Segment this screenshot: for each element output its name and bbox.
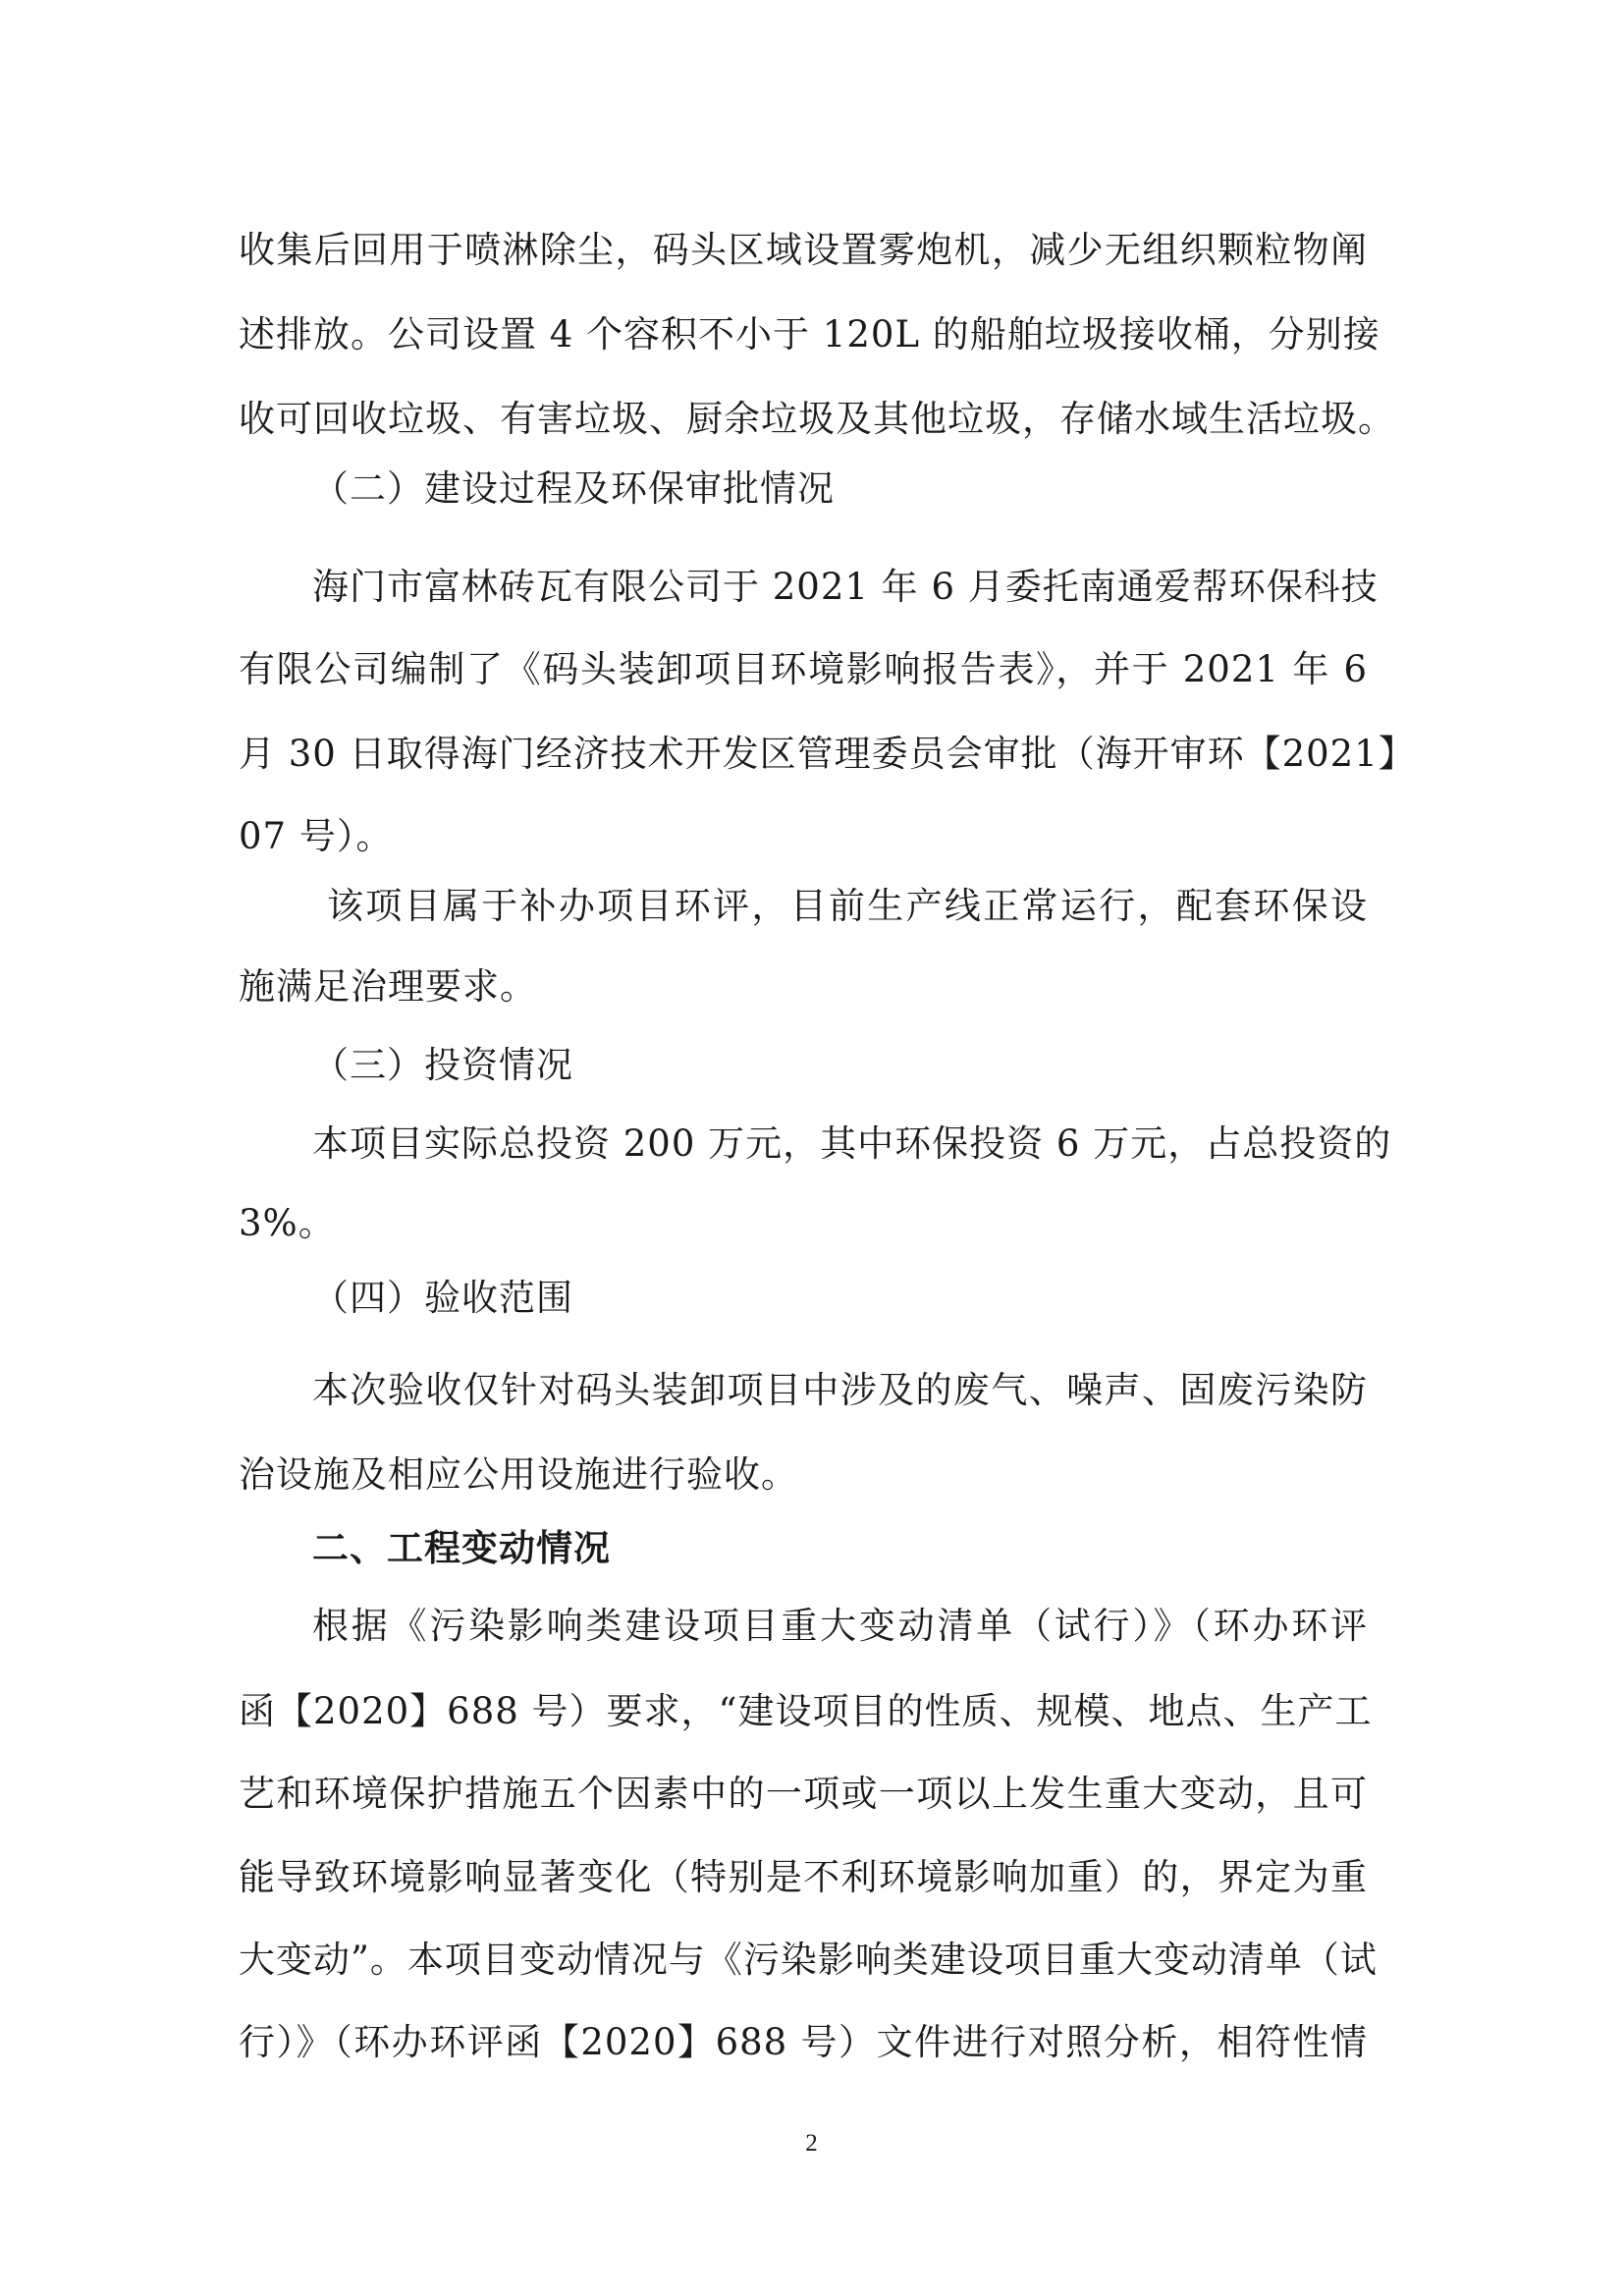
body-line: 收可回收垃圾、有害垃圾、厨余垃圾及其他垃圾，存储水域生活垃圾。 (239, 398, 1395, 440)
body-line: 3%。 (239, 1202, 336, 1244)
body-line: 能导致环境影响显著变化（特别是不利环境影响加重）的，界定为重 (239, 1856, 1368, 1898)
body-line: 治设施及相应公用设施进行验收。 (239, 1453, 798, 1496)
body-line: 根据《污染影响类建设项目重大变动清单（试行）》（环办环评 (312, 1605, 1368, 1647)
body-line: 有限公司编制了《码头装卸项目环境影响报告表》，并于 2021 年 6 (239, 648, 1368, 690)
section-heading: （三）投资情况 (312, 1044, 573, 1086)
body-line: 本项目实际总投资 200 万元，其中环保投资 6 万元，占总投资的 (312, 1122, 1392, 1165)
body-line: 函【2020】688 号）要求，“建设项目的性质、规模、地点、生产工 (239, 1690, 1373, 1732)
body-line: 述排放。公司设置 4 个容积不小于 120L 的船舶垃圾接收桶，分别接 (239, 313, 1380, 355)
body-line: 该项目属于补办项目环评，目前生产线正常运行，配套环保设 (327, 885, 1368, 927)
chapter-heading: 二、工程变动情况 (312, 1526, 611, 1569)
body-line: 收集后回用于喷淋除尘，码头区域设置雾炮机，减少无组织颗粒物阐 (239, 229, 1368, 271)
body-line: 月 30 日取得海门经济技术开发区管理委员会审批（海开审环【2021】 (239, 733, 1416, 775)
body-line: 施满足治理要求。 (239, 965, 537, 1008)
body-line: 07 号）。 (239, 815, 394, 857)
body-line: 海门市富林砖瓦有限公司于 2021 年 6 月委托南通爱帮环保科技 (312, 566, 1379, 608)
section-heading: （二）建设过程及环保审批情况 (312, 467, 835, 510)
body-line: 大变动”。本项目变动情况与《污染影响类建设项目重大变动清单（试 (239, 1939, 1378, 1981)
body-line: 行）》（环办环评函【2020】688 号）文件进行对照分析，相符性情 (239, 2021, 1368, 2063)
body-line: 本次验收仅针对码头装卸项目中涉及的废气、噪声、固废污染防 (312, 1369, 1368, 1411)
section-heading: （四）验收范围 (312, 1277, 573, 1319)
page-number: 2 (805, 2130, 818, 2157)
body-line: 艺和环境保护措施五个因素中的一项或一项以上发生重大变动，且可 (239, 1773, 1368, 1815)
